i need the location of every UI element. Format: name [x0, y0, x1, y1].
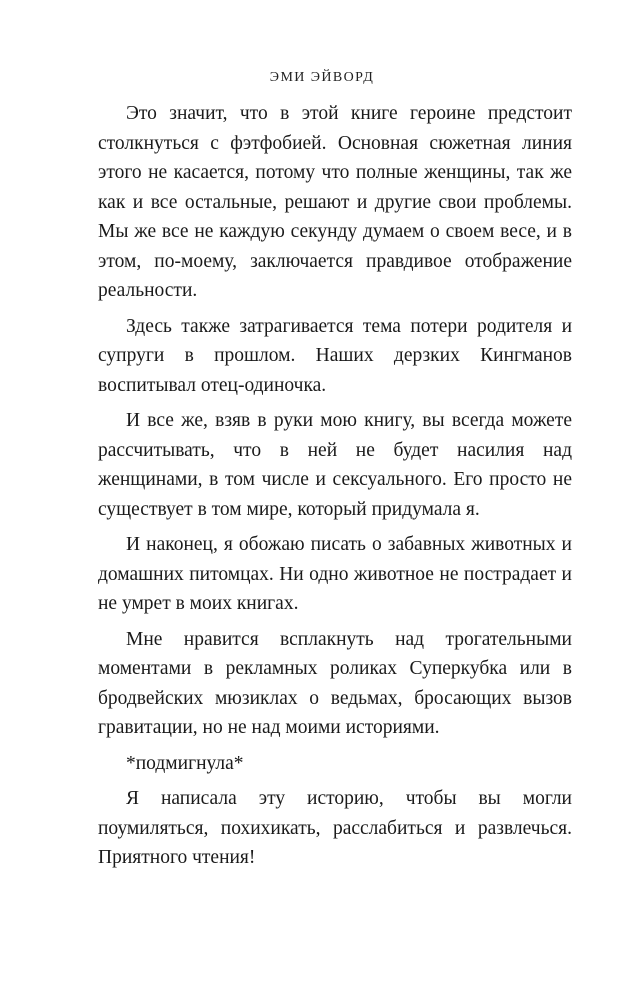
paragraph: Я написала эту историю, чтобы вы могли поумиляться, похихикать, расслабиться и развлечься. Приятного чтения! — [98, 788, 572, 868]
paragraph: И наконец, я обожаю писать о забавных животных и домашних питомцах. Ни одно животное не пострадает и не умрет в моих книгах. — [98, 534, 572, 614]
paragraph: Мне нравится всплакнуть над трогательными моментами в рекламных роликах Суперкубка или в бродвейских мюзиклах о ведьмах, бросающих вызов гравитации, но не над моими историями. — [98, 628, 572, 738]
paragraph: И все же, взяв в руки мою книгу, вы всегда можете рассчитывать, что в ней не будет насилия над женщинами, в том числе и сексуального. Его просто не существует в том мире, который придумала я. — [98, 410, 572, 520]
body-text — [98, 99, 572, 879]
paragraph: Здесь также затрагивается тема потери родителя и супруги в прошлом. Наших дерзких Кингманов воспитывал отец-одиночка. — [98, 315, 572, 396]
paragraph: *подмигнула* — [126, 752, 244, 774]
running-header: ЭМИ ЭЙВОРД — [269, 70, 375, 85]
paragraph: Это значит, что в этой книге героине предстоит столкнуться с фэтфобией. Основная сюжетная линия этого не касается, потому что полные женщины, так же как и все остальные, решают и другие свои проблемы. Мы же все не каждую секунду думаем о своем весе, и в этом, по-моему, заключается правдивое отображение реальности. — [98, 103, 572, 301]
